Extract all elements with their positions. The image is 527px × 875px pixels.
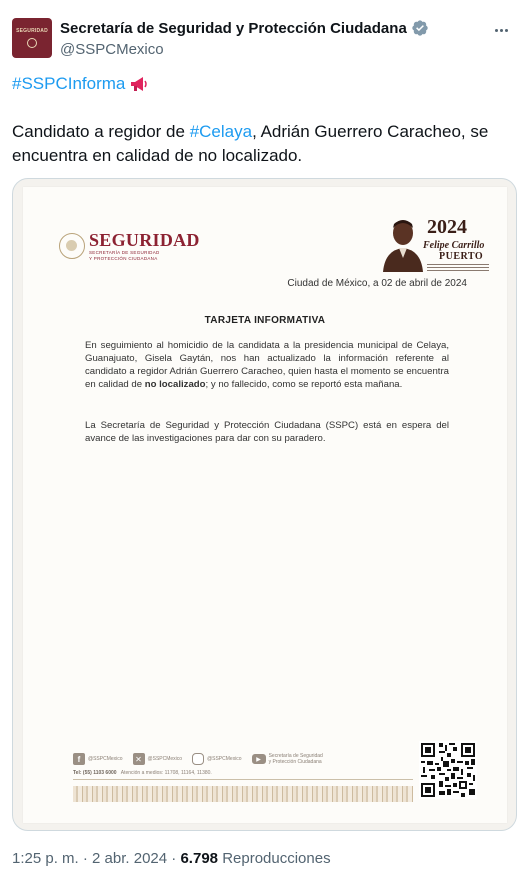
logo-text — [89, 231, 200, 261]
x-icon: ✕ — [133, 753, 145, 765]
logo-subtitle-2: Y PROTECCIÓN CIUDADANA — [89, 256, 158, 261]
views-label: Reproducciones — [222, 850, 331, 867]
avatar-seal-icon — [27, 38, 37, 48]
tweet-header — [12, 16, 515, 64]
paragraph-1-end: ; y no fallecido, como se reportó esta mañana. — [205, 379, 403, 390]
badge-year: 2024 — [427, 216, 467, 238]
footer-instagram — [192, 753, 242, 765]
badge-puerto: PUERTO — [439, 251, 484, 262]
year-badge — [379, 214, 491, 276]
more-options-icon[interactable] — [491, 20, 511, 40]
footer-tel: Tel: (55) 1103 6000 — [73, 770, 117, 776]
instagram-icon — [192, 753, 204, 765]
logo-subtitle-1: SECRETARÍA DE SEGURIDAD — [89, 250, 160, 255]
tweet-text-suffix: , Adrián Guerrero Caracheo, se encuentra en calidad de no localizado. — [12, 122, 489, 165]
document-contact-line — [73, 770, 212, 776]
paragraph-1-start: En seguimiento al homicidio de la candidata a la presidencia municipal de Celaya, Guanajuato, Gisela Gaytán, nos han actualizado la información referente al candidato a regidor Adrián Guerrero Caracheo, quien hasta el momento se encuentra en calidad de — [85, 340, 449, 390]
facebook-handle: @SSPCMexico — [88, 756, 123, 762]
name-row — [60, 19, 429, 37]
instagram-handle: @SSPCMexico — [207, 756, 242, 762]
press-document — [23, 187, 507, 823]
seal-icon — [59, 233, 85, 259]
megaphone-icon — [129, 75, 149, 93]
media-image[interactable] — [12, 178, 517, 831]
hashtag-line — [12, 74, 149, 94]
facebook-icon: f — [73, 753, 85, 765]
verified-badge-icon[interactable] — [411, 19, 429, 37]
paragraph-1-bold: no localizado — [144, 379, 206, 390]
meta-separator-2: · — [171, 850, 177, 867]
meta-separator-1: · — [82, 850, 88, 867]
account-handle[interactable]: @SSPCMexico — [60, 41, 164, 58]
badge-fine-print — [427, 264, 489, 274]
tweet-time[interactable]: 1:25 p. m. — [12, 850, 79, 867]
views-count: 6.798 — [180, 850, 219, 867]
youtube-icon: ▶ — [252, 754, 266, 764]
youtube-name-1: Secretaría de Seguridad — [268, 753, 323, 759]
youtube-name-2: y Protección Ciudadana — [268, 759, 322, 765]
tweet-text-prefix: Candidato a regidor de — [12, 122, 190, 141]
document-social-footer — [73, 753, 323, 765]
logo-word: SEGURIDAD — [89, 230, 200, 250]
display-name[interactable]: Secretaría de Seguridad y Protección Ciudadana — [60, 19, 407, 37]
footer-facebook — [73, 753, 123, 765]
avatar-text: SEGURIDAD — [16, 28, 48, 34]
footer-divider — [73, 779, 413, 780]
tweet-meta — [12, 850, 331, 867]
qr-code-icon — [419, 741, 477, 799]
celaya-hashtag-link[interactable]: #Celaya — [189, 122, 253, 141]
hashtag-link[interactable]: #SSPCInforma — [12, 74, 126, 93]
avatar[interactable] — [12, 18, 52, 58]
x-handle: @SSPCMexico — [147, 756, 183, 762]
footer-youtube — [252, 753, 323, 765]
decorative-band — [73, 786, 413, 802]
footer-attention: Atención a medios: 11708, 11164, 11380. — [120, 770, 212, 776]
document-date: Ciudad de México, a 02 de abril de 2024 — [287, 278, 467, 289]
portrait-icon — [379, 216, 423, 272]
tweet-text — [12, 120, 512, 168]
document-title: TARJETA INFORMATIVA — [204, 315, 326, 326]
seguridad-logo — [59, 231, 200, 261]
document-paragraph-2: La Secretaría de Seguridad y Protección Ciudadana (SSPC) está en espera del avance de las investigaciones para dar con su paradero. — [85, 420, 449, 444]
document-paragraph-1 — [85, 339, 449, 391]
tweet-date[interactable]: 2 abr. 2024 — [92, 850, 168, 867]
badge-name: Felipe Carrillo — [423, 240, 485, 251]
footer-x — [133, 753, 183, 765]
